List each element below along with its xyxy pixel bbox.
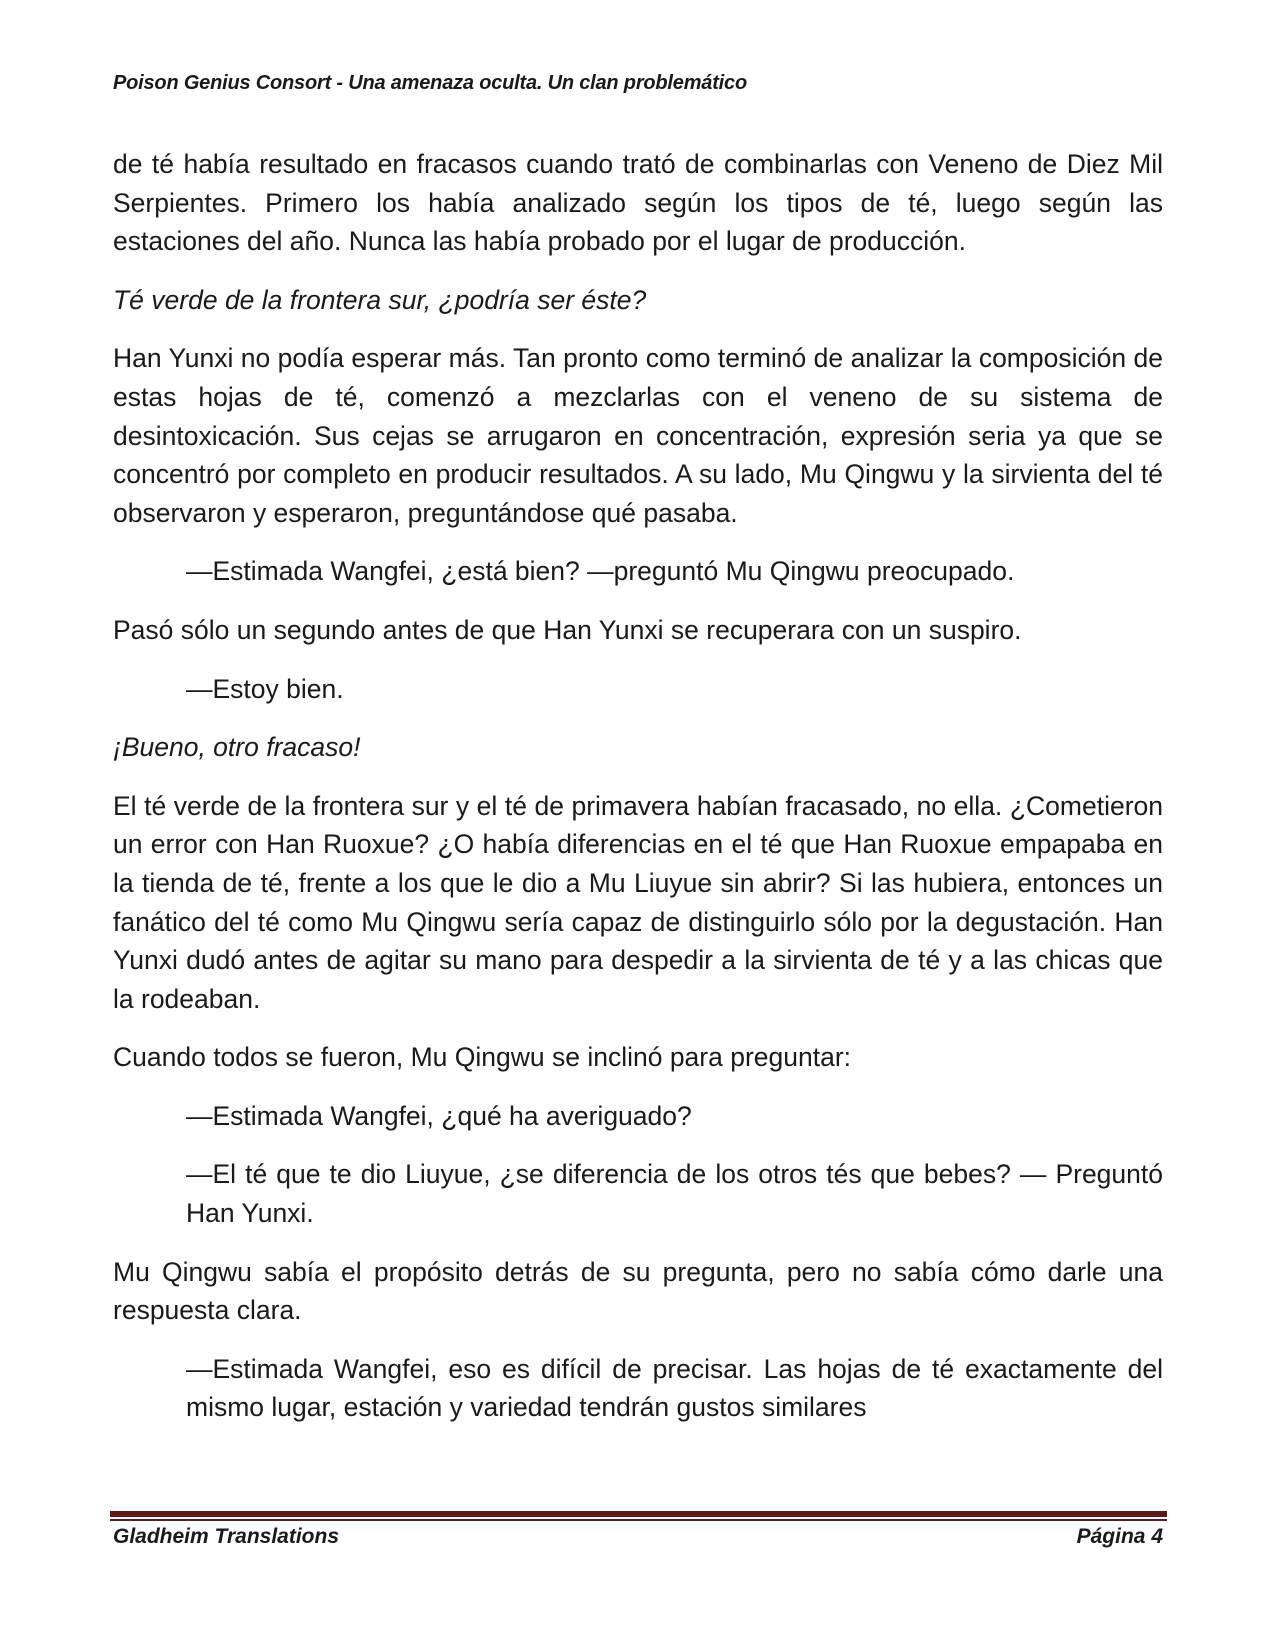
footer-publisher: Gladheim Translations [113,1525,340,1548]
paragraph: de té había resultado en fracasos cuando trató de combinarlas con Veneno de Diez Mil Serpientes. Primero los había analizado según los tipos de té, luego según las estaciones del año. Nunca las había probado por el lugar de producción. [113,149,1163,257]
paragraph: El té verde de la frontera sur y el té de primavera habían fracasado, no ella. ¿Cometieron un error con Han Ruoxue? ¿O había diferencias en el té que Han Ruoxue empapaba en la tienda de té, frente a los que le dio a Mu Liuyue sin abrir? Si las hubiera, entonces un fanático del té como Mu Qingwu sería capaz de distinguirlo sólo por la degustación. Han Yunxi dudó antes de agitar su mano para despedir a la sirvienta de té y a las chicas que la rodeaban. [113,790,1163,1014]
dialogue-line: —Estoy bien. [186,673,344,704]
running-header: Poison Genius Consort - Una amenaza oculta. Un clan problemático [113,72,747,94]
body-text [113,145,1163,1447]
page-footer [113,1525,1163,1549]
dialogue-line: —Estimada Wangfei, ¿está bien? —preguntó Mu Qingwu preocupado. [186,556,1015,587]
paragraph: Han Yunxi no podía esperar más. Tan pronto como terminó de analizar la composición de estas hojas de té, comenzó a mezclarlas con el veneno de su sistema de desintoxicación. Sus cejas se arrugaron en concentración, expresión seria ya que se concentró por completo en producir resultados. A su lado, Mu Qingwu y la sirvienta del té observaron y esperaron, preguntándose qué pasaba. [113,343,1163,528]
dialogue-line: —Estimada Wangfei, ¿qué ha averiguado? [186,1100,692,1131]
paragraph: Pasó sólo un segundo antes de que Han Yunxi se recuperara con un suspiro. [113,614,1022,645]
footer-rule [110,1511,1167,1521]
page-number: Página 4 [1076,1525,1163,1548]
paragraph: Cuando todos se fueron, Mu Qingwu se inclinó para preguntar: [113,1042,852,1073]
dialogue-line: —Estimada Wangfei, eso es difícil de precisar. Las hojas de té exactamente del mismo lugar, estación y variedad tendrán gustos similares [186,1353,1163,1423]
paragraph-thought: Té verde de la frontera sur, ¿podría ser éste? [113,284,647,315]
dialogue-line: —El té que te dio Liuyue, ¿se diferencia de los otros tés que bebes? — Preguntó Han Yunxi. [186,1159,1163,1229]
footer-rule-thick [110,1511,1167,1517]
paragraph-thought: ¡Bueno, otro fracaso! [113,732,361,763]
footer-rule-thin [110,1519,1167,1521]
paragraph: Mu Qingwu sabía el propósito detrás de su pregunta, pero no sabía cómo darle una respuesta clara. [113,1256,1163,1326]
